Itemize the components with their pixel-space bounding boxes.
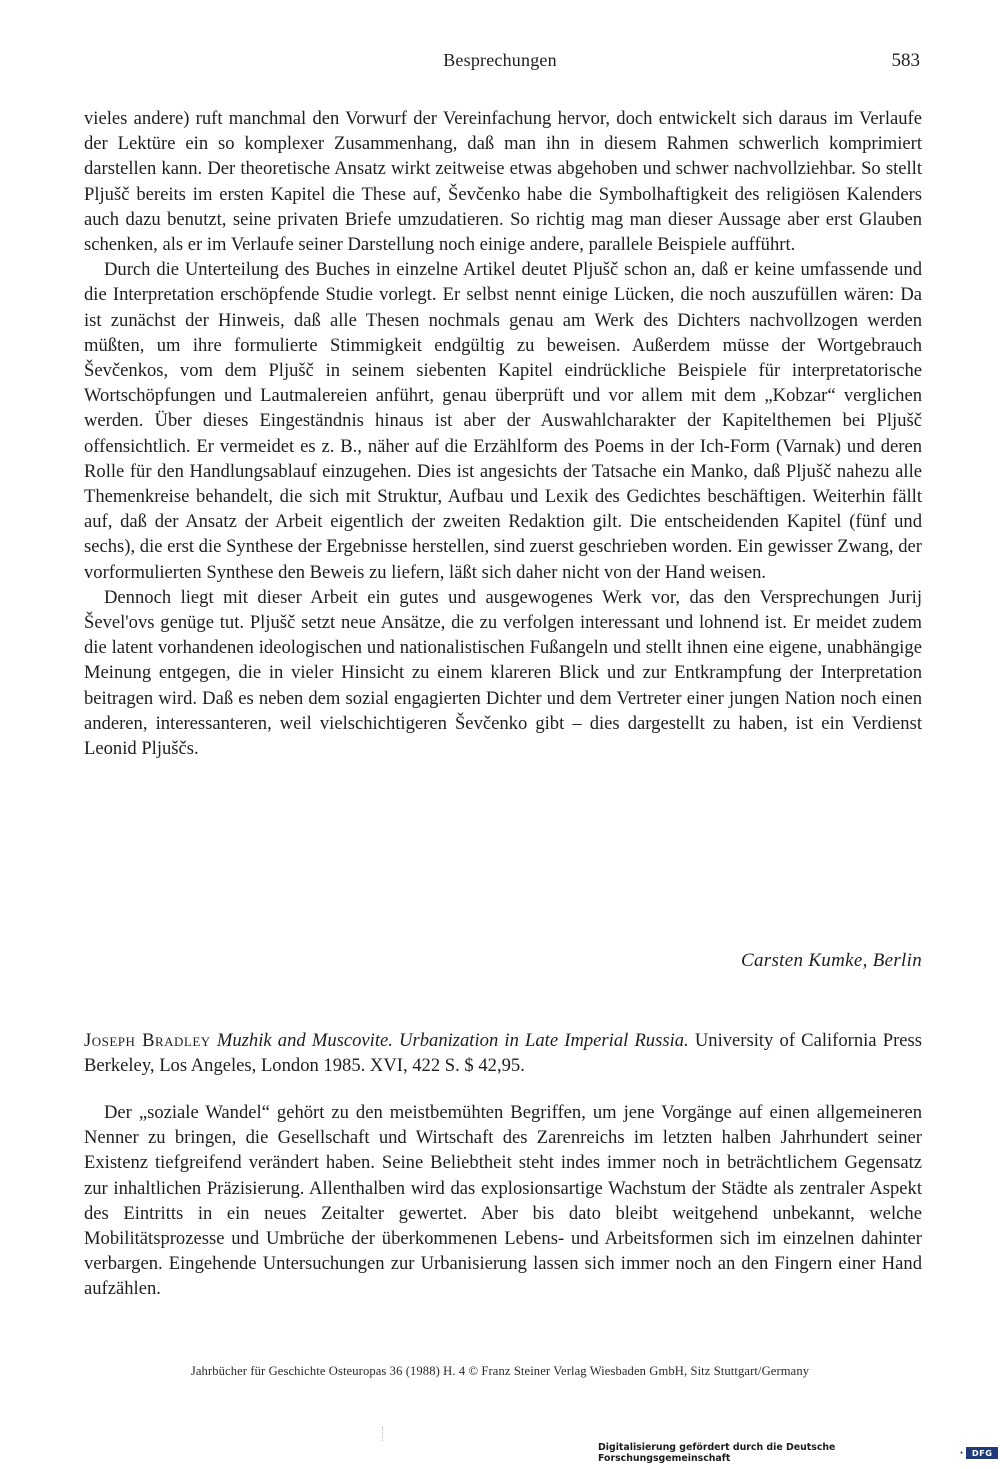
scan-mark: [382, 1427, 384, 1441]
citation-publisher: University of California Press Berkeley, Los Angeles, London 1985. XVI, 422 S. $ 42,95.: [84, 1030, 922, 1076]
digitization-banner: [598, 1443, 998, 1463]
review-body-pljusc: [84, 106, 922, 761]
running-title: Besprechungen: [443, 50, 557, 70]
digitization-note: Digitalisierung gefördert durch die Deutsche Forschungsgemeinschaft: [598, 1442, 836, 1464]
banner-separator: ·: [959, 1447, 964, 1459]
running-head: [0, 50, 1000, 78]
review-paragraph: Der „soziale Wandel“ gehört zu den meistbemühten Begriffen, um jene Vorgänge auf einen allgemeineren Nenner zu bringen, die Gesellschaft und Wirtschaft des Zarenreichs im letzten halben Jahrhundert seiner Existenz tiefgreifend verändert haben. Seine Beliebtheit steht indes immer noch in beträchtlichem Gegensatz zur inhaltlichen Präzisierung. Allenthalben wird das explosionsartige Wachstum der Städte als zentraler Aspekt des Eintritts in ein neues Zeitalter gewertet. Aber bis dato bleibt weitgehend unbekannt, welche Mobilitätsprozesse und Umbrüche der überkommenen Lebens- und Arbeitsformen sich im einzelnen dahinter verbargen. Eingehende Untersuchungen zur Urbanisierung lassen sich immer noch an den Fingern einer Hand aufzählen.: [84, 1102, 922, 1300]
citation-title: Muzhik and Muscovite. Urbanization in Late Imperial Russia.: [216, 1030, 689, 1051]
book-citation: [84, 1028, 922, 1078]
review-body-bradley: [84, 1100, 922, 1302]
journal-footer: Jahrbücher für Geschichte Osteuropas 36 (1988) H. 4 © Franz Steiner Verlag Wiesbaden GmbH, Sitz Stuttgart/Germany: [190, 1364, 810, 1378]
dfg-logo: DFG: [966, 1447, 998, 1459]
citation-author: Joseph Bradley: [84, 1030, 211, 1051]
reviewer-signature: Carsten Kumke, Berlin: [741, 950, 922, 971]
review-paragraph: Dennoch liegt mit dieser Arbeit ein gutes und ausgewogenes Werk vor, das den Versprechungen Jurij Ševel'ovs genüge tut. Pljušč setzt neue Ansätze, die zu verfolgen interessant und lohnend ist. Er meidet zudem die latent vorhandenen ideologischen und nationalistischen Fußangeln und stellt ihnen eine eigene, unabhängige Meinung entgegen, die in vieler Hinsicht zu einem klareren Blick und zur Entkrampfung der Interpretation beitragen wird. Daß es neben dem sozial engagierten Dichter und dem Vertreter einer jungen Nation noch einen anderen, interessanteren, weil vielschichtigeren Ševčenko gibt – dies dargestellt zu haben, ist ein Verdienst Leonid Pljuščs.: [84, 586, 922, 760]
review-paragraph: vieles andere) ruft manchmal den Vorwurf der Vereinfachung hervor, doch entwickelt sich daraus im Verlaufe der Lektüre ein so komplexer Zusammenhang, daß man ihn in diesem Rahmen schwerlich komprimiert darstellen kann. Der theoretische Ansatz wirkt zeitweise etwas abgehoben und schwer nachvollziehbar. So stellt Pljušč bereits im ersten Kapitel die These auf, Ševčenko habe die Symbolhaftigkeit des religiösen Kalenders auch dazu benutzt, seine privaten Briefe umzudatieren. So richtig mag man dieser Aussage aber erst Glauben schenken, als er im Verlaufe seiner Darstellung noch einige andere, parallele Beispiele aufführt.: [84, 108, 922, 256]
page-number: 583: [891, 50, 920, 71]
review-paragraph: Durch die Unterteilung des Buches in einzelne Artikel deutet Pljušč schon an, daß er keine umfassende und die Interpretation erschöpfende Studie vorlegt. Er selbst nennt einige Lücken, die noch auszufüllen wären: Da ist zunächst der Hinweis, daß alle Thesen nochmals genau am Werk des Dichters nachvollzogen werden müßten, um ihre formulierte Stimmigkeit endgültig zu beweisen. Außerdem müsse der Wortgebrauch Ševčenkos, vom dem Pljušč in seinem siebenten Kapitel eindrückliche Beispiele für interpretatorische Wortschöpfungen und Lautmalereien anführt, genau überprüft und vor allem mit dem „Kobzar“ verglichen werden. Über dieses Eingeständnis hinaus ist aber der Auswahlcharakter der Kapitelthemen bei Pljušč offensichtlich. Er vermeidet es z. B., näher auf die Erzählform des Poems in der Ich-Form (Varnak) und deren Rolle für den Handlungsablauf einzugehen. Dies ist angesichts der Tatsache ein Manko, daß Pljušč nahezu alle Themenkreise behandelt, die sich mit Struktur, Aufbau und Lexik des Gedichtes beschäftigen. Weiterhin fällt auf, daß der Ansatz der Arbeit eigentlich der zweiten Redaktion gilt. Die entscheidenden Kapitel (fünf und sechs), die erst die Synthese der Ergebnisse herstellen, sind zuerst geschrieben worden. Ein gewisser Zwang, der vorformulierten Synthese den Beweis zu liefern, läßt sich daher nicht von der Hand weisen.: [84, 259, 922, 583]
